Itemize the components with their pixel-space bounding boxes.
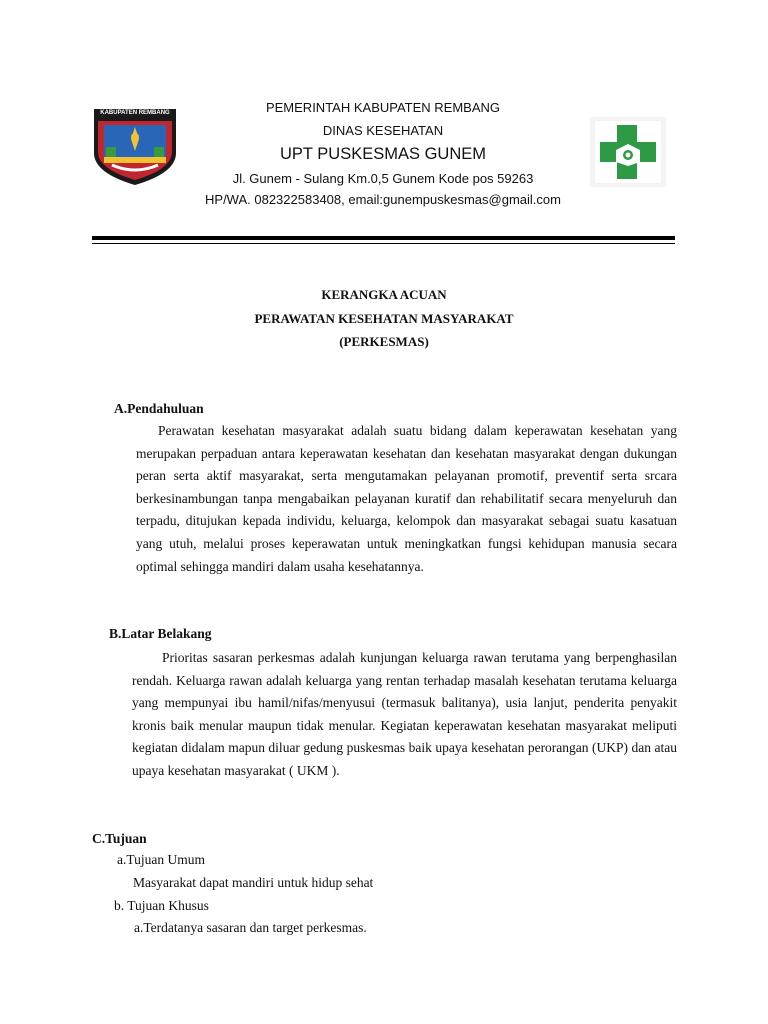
section-a-heading: A.Pendahuluan	[114, 401, 204, 416]
doc-title: KERANGKA ACUAN	[321, 287, 447, 302]
tujuan-khusus-item: a.Terdatanya sasaran dan target perkesmas.	[134, 920, 367, 935]
emblem-label: KABUPATEN REMBANG	[100, 110, 170, 116]
header-divider-thin	[92, 243, 675, 244]
section-a-paragraph	[136, 420, 677, 578]
header-contact: HP/WA. 082322583408, email:gunempuskesmas@gmail.com	[205, 192, 561, 207]
tujuan-umum-label: a.Tujuan Umum	[117, 852, 206, 867]
doc-abbreviation: (PERKESMAS)	[339, 334, 429, 349]
section-b-paragraph	[132, 647, 677, 783]
doc-subtitle: PERAWATAN KESEHATAN MASYARAKAT	[254, 311, 514, 326]
tujuan-khusus-label: b. Tujuan Khusus	[114, 898, 209, 913]
tujuan-umum-text: Masyarakat dapat mandiri untuk hidup sehat	[133, 875, 374, 890]
header-address: Jl. Gunem - Sulang Km.0,5 Gunem Kode pos 59263	[232, 171, 534, 186]
header-government: PEMERINTAH KABUPATEN REMBANG	[265, 100, 501, 115]
section-b-text: Prioritas sasaran perkesmas adalah kunjungan keluarga rawan terutama yang berpenghasilan rendah. Keluarga rawan adalah keluarga yang rentan terhadap masalah kesehatan terutama keluarga yang mempunyai ibu hamil/nifas/menyusui (termasuk balitanya), usia lanjut, penderita penyakit kronis baik menular maupun tidak menular. Kegiatan keperawatan kesehatan masyarakat meliputi kegiatan didalam mapun diluar gedung puskesmas baik upaya kesehatan perorangan (UKP) dan atau upaya kesehatan masyarakat ( UKM ).	[132, 650, 677, 778]
section-b-heading: B.Latar Belakang	[109, 626, 212, 641]
section-c-heading: C.Tujuan	[92, 831, 147, 846]
header-divider	[92, 236, 675, 240]
header-institution: UPT PUSKESMAS GUNEM	[280, 145, 486, 163]
header-department: DINAS KESEHATAN	[322, 123, 444, 138]
section-a-text: Perawatan kesehatan masyarakat adalah suatu bidang dalam keperawatan kesehatan yang merupakan perpaduan antara keperawatan kesehatan dan kesehatan masyarakat dengan dukungan peran serta aktif masyarakat, serta mengutamakan pelayanan promotif, preventif serta srcara berkesinambungan tanpa mengabaikan pelayanan kuratif dan rehabilitatif secara menyeluruh dan terpadu, ditujukan kepada individu, keluarga, kelompok dan masyarakat sebagai suatu kasatuan yang utuh, melalui proses keperawatan untuk meningkatkan fungsi kehidupan manusia secara optimal sehingga mandiri dalam usaha kesehatannya.	[136, 423, 677, 574]
